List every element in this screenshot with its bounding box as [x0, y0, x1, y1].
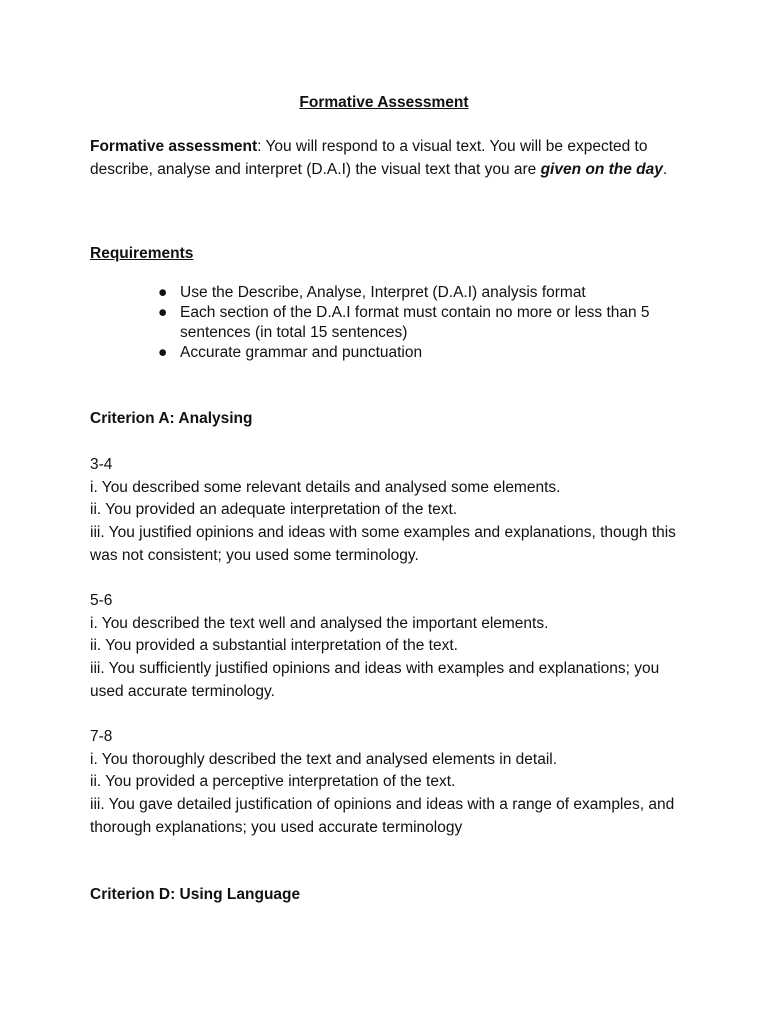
bullet-icon: ●: [158, 344, 168, 361]
intro-text-end: .: [662, 160, 668, 178]
bullet-icon: ●: [158, 284, 168, 301]
band-descriptor: i. You thoroughly described the text and analysed elements in detail.: [90, 750, 558, 768]
intro-text: : You will respond to a visual text. You will be expected to describe, analyse and interpret (D.A.I) the visual text that you are: [90, 138, 648, 178]
requirements-item: [158, 343, 688, 363]
bullet-icon: ●: [158, 304, 168, 321]
band-descriptor: iii. You gave detailed justification of opinions and ideas with a range of examples, and thorough explanations; you used accurate terminology: [90, 796, 675, 836]
requirements-item-text: Use the Describe, Analyse, Interpret (D.A.I) analysis format: [180, 284, 586, 301]
band-descriptor: ii. You provided a substantial interpretation of the text.: [90, 637, 458, 655]
band-descriptor: ii. You provided a perceptive interpretation of the text.: [90, 773, 456, 791]
band-descriptor: i. You described some relevant details and analysed some elements.: [90, 478, 561, 496]
criterion-a-band: [90, 726, 690, 840]
criterion-a-band: [90, 454, 690, 568]
requirements-list: [158, 283, 688, 363]
requirements-item-text: Each section of the D.A.I format must contain no more or less than 5 sentences (in total 15 sentences): [180, 304, 650, 341]
requirements-item-text: Accurate grammar and punctuation: [180, 344, 423, 361]
criterion-a-band: [90, 590, 690, 704]
intro-lead: Formative assessment: [90, 138, 258, 155]
intro-paragraph: [90, 136, 690, 181]
criterion-a-heading: Criterion A: Analysing: [90, 410, 253, 427]
criterion-d-heading: Criterion D: Using Language: [90, 886, 301, 903]
document-title: Formative Assessment: [299, 94, 469, 111]
band-descriptor: ii. You provided an adequate interpretation of the text.: [90, 501, 458, 519]
band-range: 3-4: [90, 456, 113, 473]
band-descriptor: iii. You justified opinions and ideas with some examples and explanations, though this was not consistent; you used some terminology.: [90, 524, 676, 564]
requirements-item: [158, 283, 688, 303]
requirements-heading: Requirements: [90, 245, 194, 262]
band-descriptor: iii. You sufficiently justified opinions and ideas with examples and explanations; you used accurate terminology.: [90, 660, 660, 700]
band-range: 7-8: [90, 728, 113, 745]
intro-emphasis: given on the day: [540, 160, 663, 178]
requirements-item: [158, 303, 688, 343]
band-descriptor: i. You described the text well and analysed the important elements.: [90, 614, 549, 632]
band-range: 5-6: [90, 592, 113, 609]
